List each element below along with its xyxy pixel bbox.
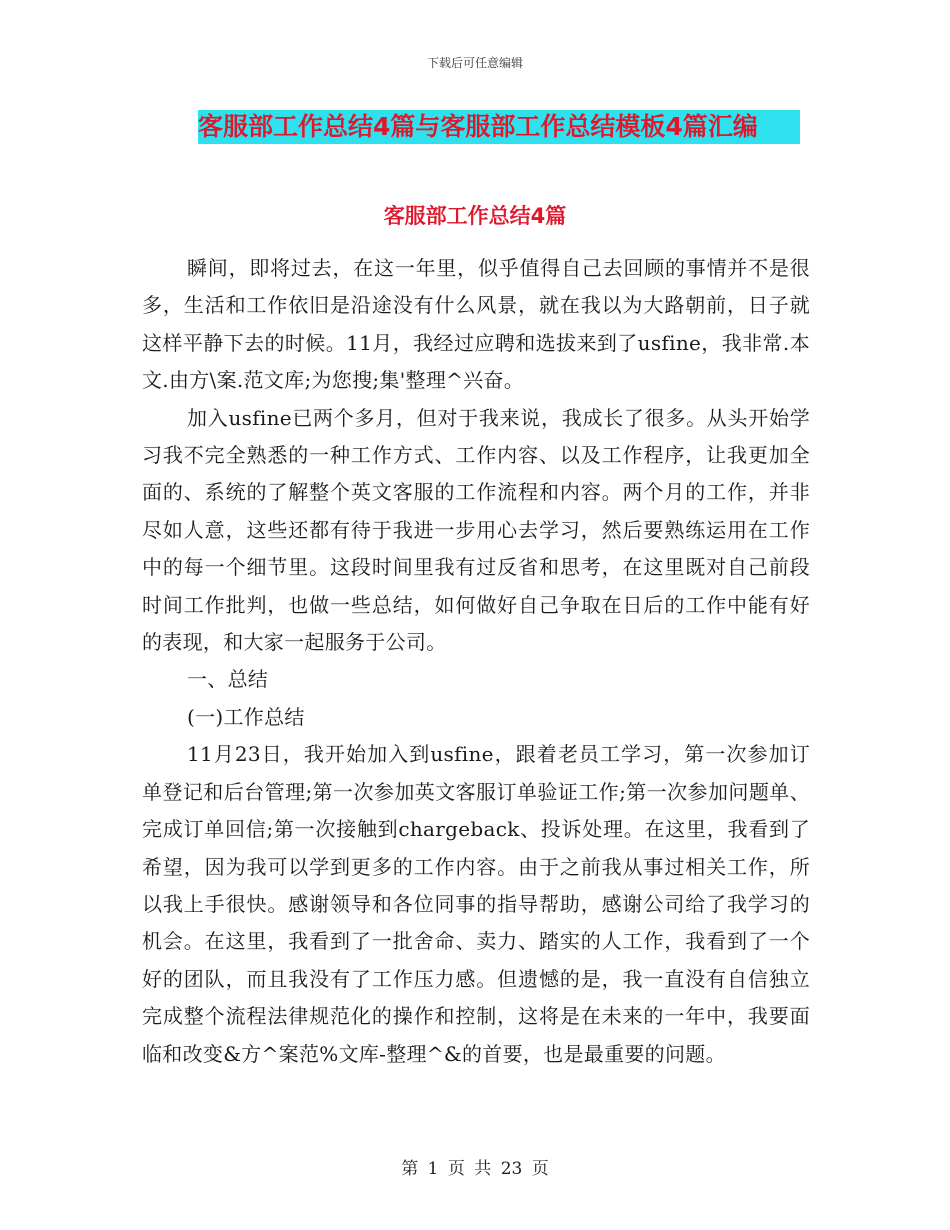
section-heading: 一、总结 bbox=[187, 667, 269, 692]
main-title: 客服部工作总结4篇与客服部工作总结模板4篇汇编 bbox=[198, 110, 800, 144]
paragraph: 加入usfine已两个多月，但对于我来说，我成长了很多。从头开始学习我不完全熟悉的一种工作方式、工作内容、以及工作程序，让我更加全面的、系统的了解整个英文客服的工作流程和内容。两个月的工作，并非尽如人意，这些还都有待于我进一步用心去学习，然后要熟练运用在工作中的每一个细节里。这段时间里我有过反省和思考，在这里既对自己前段时间工作批判，也做一些总结，如何做好自己争取在日后的工作中能有好的表现，和大家一起服务于公司。 bbox=[142, 405, 810, 655]
document-body bbox=[142, 220, 810, 1073]
subsection-heading: (一)工作总结 bbox=[187, 704, 305, 729]
paragraph: 11月23日，我开始加入到usfine，跟着老员工学习，第一次参加订单登记和后台管理;第一次参加英文客服订单验证工作;第一次参加问题单、完成订单回信;第一次接触到chargeback、投诉处理。在这里，我看到了希望，因为我可以学到更多的工作内容。由于之前我从事过相关工作，所以我上手很快。感谢领导和各位同事的指导帮助，感谢公司给了我学习的机会。在这里，我看到了一批舍命、卖力、踏实的人工作，我看到了一个好的团队，而且我没有了工作压力感。但遗憾的是，我一直没有自信独立完成整个流程法律规范化的操作和控制，这将是在未来的一年中，我要面临和改变&方^案范%文库-整理^&的首要，也是最重要的问题。 bbox=[142, 742, 810, 1066]
page-header-note: 下载后可任意编辑 bbox=[426, 56, 523, 70]
page-number: 第 1 页 共 23 页 bbox=[401, 1159, 549, 1179]
section-title: 客服部工作总结4篇 bbox=[383, 204, 567, 228]
paragraph: 瞬间，即将过去，在这一年里，似乎值得自己去回顾的事情并不是很多，生活和工作依旧是沿途没有什么风景，就在我以为大路朝前，日子就这样平静下去的时候。11月，我经过应聘和选拔来到了usfine，我非常.本文.由方\案.范文库;为您搜;集'整理^兴奋。 bbox=[142, 256, 810, 393]
